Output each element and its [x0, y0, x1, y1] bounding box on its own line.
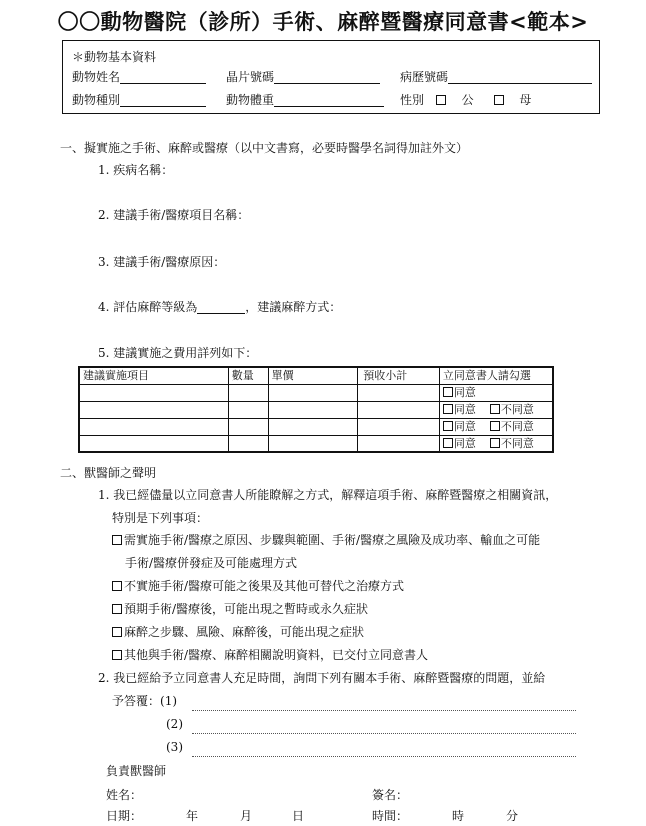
disagree-label: 不同意	[500, 436, 534, 450]
table-row	[79, 435, 553, 452]
record-number-label: 病歷號碼	[400, 70, 449, 84]
consent-options	[439, 418, 553, 435]
table-cell[interactable]	[268, 418, 358, 435]
anesthesia-grade-label: 4. 評估麻醉等級為	[98, 300, 198, 314]
record-number-line[interactable]	[448, 71, 592, 84]
species-field[interactable]	[72, 93, 206, 107]
procedure-reason-item: 3. 建議手術/醫療原因：	[98, 255, 226, 269]
disagree-label: 不同意	[500, 403, 534, 416]
check-item-anesthesia	[112, 625, 364, 639]
explain-item-line2: 特別是下列事項：	[112, 511, 209, 525]
question-3-line[interactable]	[192, 746, 576, 757]
record-number-field[interactable]	[400, 70, 592, 84]
animal-name-line[interactable]	[120, 71, 206, 84]
sex-label: 性別	[400, 93, 425, 107]
answer-label: 予答覆：	[112, 694, 161, 708]
questions-item-line1: 2. 我已經給予立同意書人充足時間，詢問下列有關本手術、麻醉暨醫療的問題，並給	[98, 671, 546, 685]
male-label: 公	[461, 93, 474, 107]
table-cell[interactable]	[228, 418, 268, 435]
procedure-name-item: 2. 建議手術/醫療項目名稱：	[98, 208, 250, 222]
documents-label: 其他與手術/醫療、麻醉相關說明資料，已交付立同意書人	[124, 648, 429, 662]
table-cell[interactable]	[79, 435, 228, 452]
animal-name-label: 動物姓名	[72, 70, 121, 84]
date-label: 日期：	[106, 809, 143, 823]
disagree-checkbox[interactable]	[490, 404, 500, 414]
reason-checkbox[interactable]	[112, 535, 122, 545]
table-row	[79, 418, 553, 435]
anesthesia-risk-label: 麻醉之步驟、風險、麻醉後，可能出現之症狀	[124, 625, 365, 639]
weight-field[interactable]	[226, 93, 384, 107]
explain-item-line1: 1. 我已經儘量以立同意書人所能瞭解之方式，解釋這項手術、麻醉暨醫療之相關資訊，	[98, 488, 558, 502]
female-label: 母	[519, 93, 532, 107]
chip-number-label: 晶片號碼	[226, 70, 275, 84]
table-cell[interactable]	[268, 435, 358, 452]
table-cell[interactable]	[228, 384, 268, 401]
table-cell[interactable]	[268, 384, 358, 401]
alternatives-label: 不實施手術/醫療可能之後果及其他可替代之治療方式	[124, 579, 405, 593]
vet-name-label: 姓名：	[106, 788, 143, 802]
anesthesia-grade-line[interactable]	[197, 301, 245, 314]
page-title: 〇〇動物醫院（診所）手術、麻醉暨醫療同意書<範本>	[57, 10, 589, 34]
table-row	[79, 384, 553, 401]
symptoms-label: 預期手術/醫療後，可能出現之暫時或永久症狀	[124, 602, 369, 616]
questions-item-line2	[112, 694, 177, 708]
time-label: 時間：	[372, 809, 409, 823]
question-1-line[interactable]	[192, 700, 576, 711]
chip-number-field[interactable]	[226, 70, 380, 84]
anesthesia-item	[98, 300, 341, 314]
col-header-qty: 數量	[228, 367, 268, 384]
female-checkbox[interactable]	[494, 95, 504, 105]
table-cell[interactable]	[358, 418, 440, 435]
table-cell[interactable]	[358, 384, 440, 401]
table-cell[interactable]	[228, 401, 268, 418]
chip-number-line[interactable]	[274, 71, 380, 84]
table-cell[interactable]	[268, 401, 358, 418]
consent-options	[439, 435, 553, 452]
alternatives-checkbox[interactable]	[112, 581, 122, 591]
check-item-documents	[112, 648, 428, 662]
question-2-line[interactable]	[192, 723, 576, 734]
day-label: 日	[292, 809, 305, 823]
check-item-reason-cont: 手術/醫療併發症及可能處理方式	[125, 556, 298, 570]
weight-line[interactable]	[274, 94, 384, 107]
col-header-subtotal: 預收小計	[358, 367, 440, 384]
question-1-label: (1)	[160, 694, 178, 708]
anesthesia-checkbox[interactable]	[112, 627, 122, 637]
agree-checkbox[interactable]	[443, 421, 453, 431]
sex-field	[400, 93, 531, 107]
consent-options	[439, 384, 553, 401]
vet-label: 負責獸醫師	[106, 764, 167, 778]
question-3-label: (3)	[166, 740, 183, 754]
male-checkbox[interactable]	[436, 95, 446, 105]
agree-checkbox[interactable]	[443, 404, 453, 414]
agree-label: 同意	[453, 386, 476, 399]
fee-item: 5. 建議實施之費用詳列如下：	[98, 346, 258, 360]
species-label: 動物種別	[72, 93, 121, 107]
consent-options	[439, 401, 553, 418]
check-item-alternatives	[112, 579, 404, 593]
table-cell[interactable]	[358, 435, 440, 452]
agree-label: 同意	[453, 403, 476, 416]
agree-checkbox[interactable]	[443, 387, 453, 397]
question-2-label: (2)	[166, 717, 183, 731]
animal-name-field[interactable]	[72, 70, 206, 84]
table-cell[interactable]	[358, 401, 440, 418]
table-row	[79, 401, 553, 418]
agree-checkbox[interactable]	[443, 438, 453, 448]
hour-label: 時	[452, 809, 465, 823]
fee-table	[78, 366, 554, 453]
agree-label: 同意	[453, 420, 476, 433]
col-header-check: 立同意書人請勾選	[439, 367, 553, 384]
check-item-symptoms	[112, 602, 368, 616]
weight-label: 動物體重	[226, 93, 275, 107]
anesthesia-method-label: ，建議麻醉方式：	[245, 300, 342, 314]
table-cell[interactable]	[79, 418, 228, 435]
year-label: 年	[186, 809, 199, 823]
agree-label: 同意	[453, 436, 476, 450]
section1-heading: 一、擬實施之手術、麻醉或醫療（以中文書寫，必要時醫學名詞得加註外文）	[60, 141, 469, 155]
symptoms-checkbox[interactable]	[112, 604, 122, 614]
minute-label: 分	[506, 809, 519, 823]
col-header-item: 建議實施項目	[79, 367, 228, 384]
species-line[interactable]	[120, 94, 206, 107]
section2-heading: 二、獸醫師之聲明	[60, 466, 157, 480]
disagree-checkbox[interactable]	[490, 421, 500, 431]
reason-label: 需實施手術/醫療之原因、步驟與範圍、手術/醫療之風險及成功率、輸血之可能	[124, 533, 541, 547]
fee-table-header	[79, 367, 553, 384]
month-label: 月	[240, 809, 253, 823]
disease-name-item: 1. 疾病名稱：	[98, 163, 174, 177]
documents-checkbox[interactable]	[112, 650, 122, 660]
disagree-checkbox[interactable]	[490, 438, 500, 448]
check-item-reason	[112, 533, 540, 547]
vet-sign-label: 簽名：	[372, 788, 409, 802]
basic-info-header: ＊動物基本資料	[72, 50, 157, 64]
table-cell[interactable]	[79, 384, 228, 401]
table-cell[interactable]	[79, 401, 228, 418]
col-header-price: 單價	[268, 367, 358, 384]
disagree-label: 不同意	[500, 420, 534, 433]
table-cell[interactable]	[228, 435, 268, 452]
